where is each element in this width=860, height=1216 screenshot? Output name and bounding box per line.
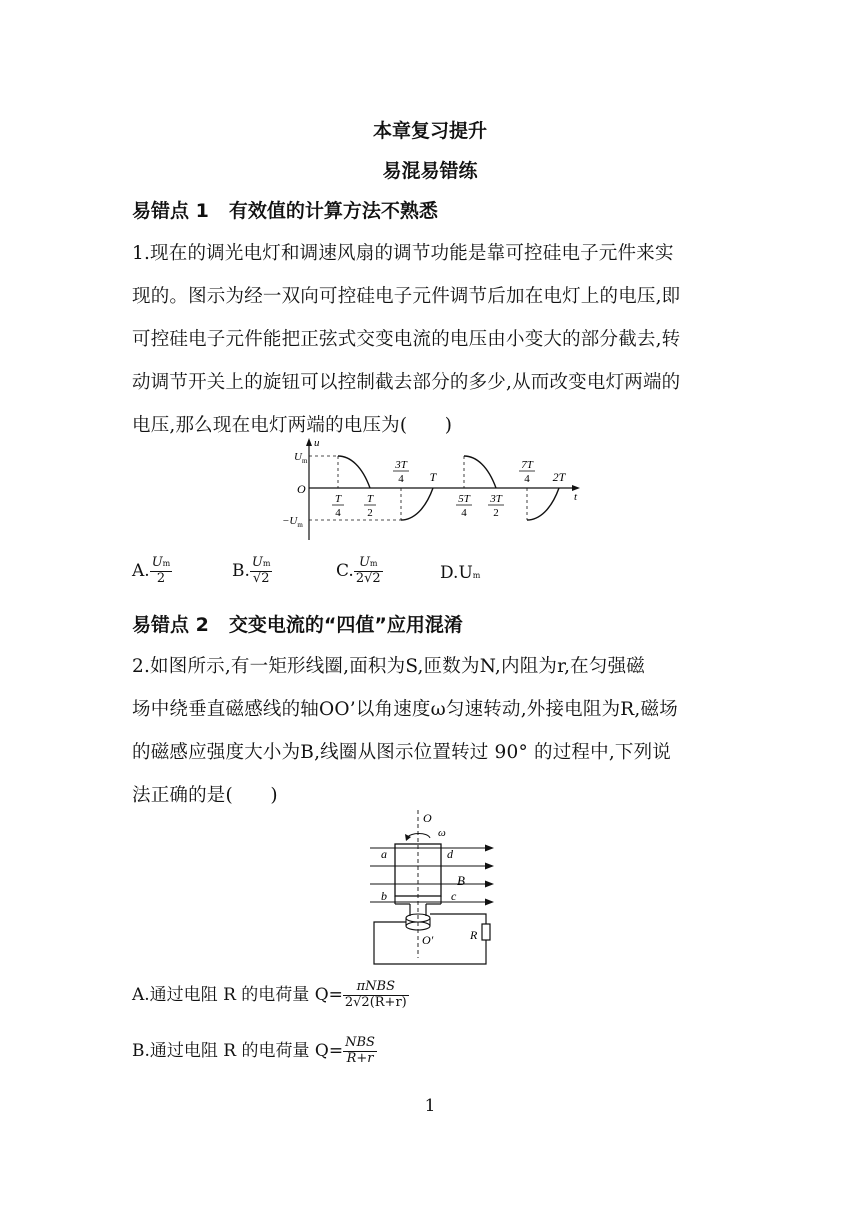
origin-label: O <box>297 482 306 496</box>
svg-text:3T: 3T <box>490 493 502 505</box>
svg-text:3T: 3T <box>395 459 407 471</box>
tick-label-3t2 <box>488 493 504 519</box>
svg-text:2: 2 <box>367 507 373 519</box>
q1-option-b: B. $\frac{Um}{√2}$ <box>232 555 271 586</box>
page-number: 1 <box>424 1096 436 1116</box>
tick-label-t4 <box>332 493 344 519</box>
svg-text:4: 4 <box>524 473 530 485</box>
tick-label-t2 <box>364 493 376 519</box>
tick-label-5t4 <box>456 493 472 519</box>
section-tag: 易错点 2 <box>132 614 209 636</box>
svg-text:T: T <box>334 493 342 505</box>
corner-label-a: a <box>381 847 387 861</box>
svg-text:2: 2 <box>493 507 499 519</box>
u-axis-label: u <box>314 437 320 449</box>
section-heading-2 <box>132 610 463 637</box>
q2-option-b: B.通过电阻 R 的电荷量 Q= $\frac{\text{NBS}}{R+r}$ <box>132 1035 375 1066</box>
field-lines <box>370 848 488 902</box>
resistor-label-r: R <box>470 928 478 942</box>
svg-text:T: T <box>366 493 374 505</box>
q2-line-4: 法正确的是( ) <box>132 785 278 806</box>
svg-text:4: 4 <box>398 473 404 485</box>
svg-text:5T: 5T <box>458 493 470 505</box>
resistor <box>482 924 490 940</box>
voltage-waveform-graph <box>278 436 588 544</box>
q1-line-3: 可控硅电子元件能把正弦式交变电流的电压由小变大的部分截去,转 <box>132 329 681 350</box>
u-axis-arrow <box>306 438 312 446</box>
tick-label-2t: 2T <box>552 470 566 484</box>
svg-text:4: 4 <box>461 507 467 519</box>
q2-line-1: 2.如图所示,有一矩形线圈,面积为S,匝数为N,内阻为r,在匀强磁 <box>132 656 645 677</box>
rotating-coil-figure <box>366 808 502 970</box>
q2-line-3: 的磁感应强度大小为B,线圈从图示位置转过 90° 的过程中,下列说 <box>132 742 672 763</box>
q1-line-1: 1.现在的调光电灯和调速风扇的调节功能是靠可控硅电子元件来实 <box>132 243 674 264</box>
svg-text:4: 4 <box>335 507 341 519</box>
q1-line-5: 电压,那么现在电灯两端的电压为( ) <box>132 415 453 436</box>
corner-label-c: c <box>451 889 457 903</box>
neg-um-label: $-U_m$ <box>282 515 303 529</box>
wave-segment-3 <box>464 456 496 488</box>
chapter-subtitle: 易混易错练 <box>382 160 478 182</box>
tick-label-7t4 <box>519 459 535 485</box>
q1-option-c: C. $\frac{Um}{2√2}$ <box>336 555 381 586</box>
axis-label-o: O <box>423 811 432 825</box>
q1-line-2: 现的。图示为经一双向可控硅电子元件调节后加在电灯上的电压,即 <box>132 286 681 307</box>
svg-text:7T: 7T <box>521 459 533 471</box>
q1-option-d: D.Um <box>440 563 481 583</box>
section-title: 交变电流的“四值”应用混淆 <box>228 614 463 636</box>
q1-line-4: 动调节开关上的旋钮可以控制截去部分的多少,从而改变电灯两端的 <box>132 372 681 393</box>
wave-segment-2 <box>401 488 433 520</box>
q2-option-a: A.通过电阻 R 的电荷量 Q= $\frac{\text{πNBS}}{2√2(R+r)}$ <box>132 979 407 1010</box>
omega-label: ω <box>438 827 446 839</box>
corner-label-d: d <box>447 847 453 861</box>
tick-label-3t4 <box>393 459 409 485</box>
um-label: $U_m$ <box>294 451 308 465</box>
wave-segment-4 <box>527 488 559 520</box>
wave-segment-1 <box>338 456 370 488</box>
q1-option-a: A. $\frac{Um}{2}$ <box>132 555 171 586</box>
q2-line-2: 场中绕垂直磁感线的轴OO’以角速度ω匀速转动,外接电阻为R,磁场 <box>132 699 678 720</box>
section-heading-1 <box>132 196 438 223</box>
t-axis-label: t <box>574 491 578 503</box>
field-label-b: B <box>457 873 465 888</box>
axis-label-o-prime: O′ <box>422 933 434 947</box>
section-title: 有效值的计算方法不熟悉 <box>228 200 438 222</box>
field-arrowheads <box>485 845 494 906</box>
chapter-title: 本章复习提升 <box>372 120 487 142</box>
section-tag: 易错点 1 <box>132 200 209 222</box>
tick-label-t: T <box>429 470 437 484</box>
corner-label-b: b <box>381 889 387 903</box>
